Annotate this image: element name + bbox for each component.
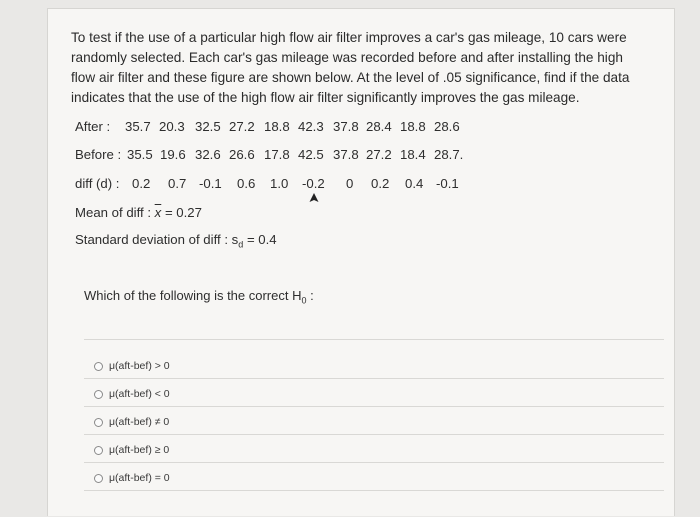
question-subscript: 0 — [301, 295, 307, 306]
mean-value: = 0.27 — [164, 205, 202, 220]
after-value: 18.8 — [264, 119, 290, 134]
option-not-equal[interactable] — [94, 416, 169, 428]
diff-value: 0 — [346, 176, 354, 191]
diff-value: 0.2 — [371, 176, 390, 191]
mean-symbol: $\overline{x}$ — [154, 205, 162, 220]
sd-value: = 0.4 — [246, 232, 277, 247]
question-suffix: : — [306, 288, 314, 303]
option-label: μ(aft-bef) > 0 — [109, 360, 170, 372]
question-prompt — [84, 288, 314, 306]
option-label: μ(aft-bef) ≥ 0 — [109, 444, 170, 456]
after-value: 35.7 — [125, 119, 151, 134]
option-label: μ(aft-bef) ≠ 0 — [109, 416, 170, 428]
divider — [84, 434, 664, 435]
before-value: 37.8 — [333, 147, 359, 162]
diff-value: 0.2 — [132, 176, 151, 191]
divider — [84, 490, 664, 491]
before-value: 17.8 — [264, 147, 290, 162]
radio-button[interactable] — [94, 446, 103, 455]
diff-value: 0.4 — [405, 176, 424, 191]
after-value: 18.8 — [400, 119, 426, 134]
radio-button[interactable] — [94, 362, 103, 371]
divider — [84, 462, 664, 463]
before-value: 32.6 — [195, 147, 221, 162]
after-value: 20.3 — [159, 119, 185, 134]
diff-row — [75, 176, 119, 191]
after-label: After : — [75, 119, 111, 134]
option-label: μ(aft-bef) = 0 — [109, 472, 170, 484]
mouse-cursor-icon — [309, 193, 319, 205]
after-value: 37.8 — [333, 119, 359, 134]
option-less-than[interactable] — [94, 388, 170, 400]
option-greater-equal[interactable] — [94, 444, 169, 456]
diff-value: 0.6 — [237, 176, 256, 191]
question-text: Which of the following is the correct H — [84, 288, 302, 303]
radio-button[interactable] — [94, 390, 103, 399]
before-value: 26.6 — [229, 147, 255, 162]
before-label: Before : — [75, 147, 122, 162]
option-label: μ(aft-bef) < 0 — [109, 388, 170, 400]
after-row — [75, 119, 110, 134]
after-value: 32.5 — [195, 119, 221, 134]
diff-value: -0.1 — [199, 176, 222, 191]
after-value: 28.4 — [366, 119, 392, 134]
after-value: 27.2 — [229, 119, 255, 134]
before-value: 42.5 — [298, 147, 324, 162]
diff-value: -0.2 — [302, 176, 325, 191]
mean-row — [75, 205, 202, 220]
before-value: 27.2 — [366, 147, 392, 162]
option-greater-than[interactable] — [94, 360, 170, 372]
before-value: 19.6 — [160, 147, 186, 162]
radio-button[interactable] — [94, 418, 103, 427]
sd-row — [75, 232, 277, 250]
diff-value: -0.1 — [436, 176, 459, 191]
radio-button[interactable] — [94, 474, 103, 483]
before-value: 28.7. — [434, 147, 464, 162]
sd-subscript: d — [238, 239, 244, 250]
before-value: 35.5 — [127, 147, 153, 162]
before-row — [75, 147, 121, 162]
diff-value: 0.7 — [168, 176, 187, 191]
sd-label: Standard deviation of diff : s — [75, 232, 239, 247]
after-value: 42.3 — [298, 119, 324, 134]
before-value: 18.4 — [400, 147, 426, 162]
option-equal[interactable] — [94, 472, 170, 484]
problem-text: To test if the use of a particular high flow air filter improves a car's gas mileage, 10 cars were randomly selected. Each car's gas mileage was recorded before and after installing the high flow air filter and these figure are shown below. At the level of .05 significance, find if the data indicates that the use of the high flow air filter significantly improves the gas mileage. — [71, 30, 630, 105]
divider — [84, 406, 664, 407]
diff-label: diff (d) : — [75, 176, 120, 191]
diff-value: 1.0 — [270, 176, 289, 191]
after-value: 28.6 — [434, 119, 460, 134]
mean-label: Mean of diff : — [75, 205, 151, 220]
divider — [84, 339, 664, 340]
divider — [84, 378, 664, 379]
